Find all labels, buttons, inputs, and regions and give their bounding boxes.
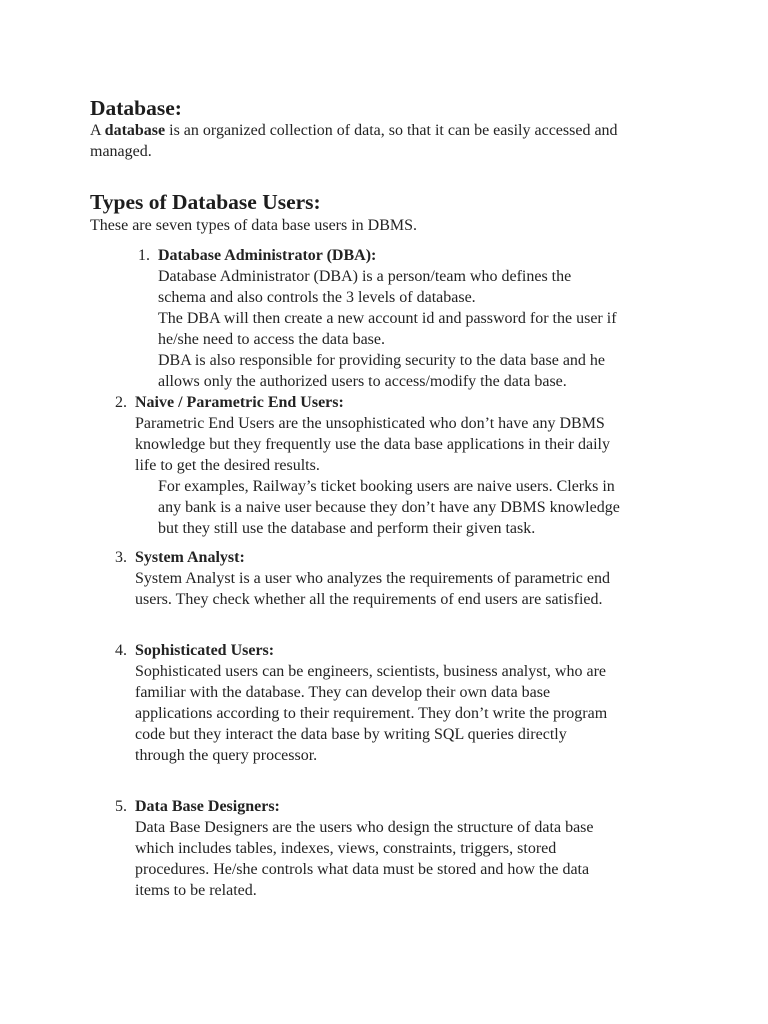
item-4-title: Sophisticated Users: (135, 642, 275, 659)
item-2-line: Parametric End Users are the unsophisticated who don’t have any DBMS (135, 415, 605, 432)
item-3-number: 3. (115, 549, 127, 566)
intro-pre: A (90, 122, 105, 139)
item-3-line: users. They check whether all the requirements of end users are satisfied. (135, 591, 603, 608)
item-5-number: 5. (115, 798, 127, 815)
item-2-line: knowledge but they frequently use the data base applications in their daily (135, 436, 610, 453)
heading-types: Types of Database Users: (90, 190, 321, 214)
item-2-number: 2. (115, 394, 127, 411)
item-2-sub-line: but they still use the database and perform their given task. (158, 520, 536, 537)
item-1-number: 1. (138, 247, 150, 264)
item-4-line: code but they interact the data base by writing SQL queries directly (135, 726, 567, 743)
item-2-sub-line: any bank is a naive user because they don’t have any DBMS knowledge (158, 499, 620, 516)
item-5-line: items to be related. (135, 882, 257, 899)
intro-bold-term: database (104, 122, 166, 139)
item-2-sub-line: For examples, Railway’s ticket booking users are naive users. Clerks in (158, 478, 615, 495)
item-4-number: 4. (115, 642, 127, 659)
intro-line-1 (90, 120, 618, 141)
item-1-line: allows only the authorized users to access/modify the data base. (158, 373, 567, 390)
item-5-title: Data Base Designers: (135, 798, 280, 815)
heading-database: Database: (90, 96, 182, 120)
types-intro: These are seven types of data base users in DBMS. (90, 217, 418, 234)
intro-post: is an organized collection of data, so that it can be easily accessed and (165, 122, 618, 139)
item-4-line: through the query processor. (135, 747, 318, 764)
item-5-line: procedures. He/she controls what data must be stored and how the data (135, 861, 590, 878)
item-1-line: schema and also controls the 3 levels of database. (158, 289, 476, 306)
item-1-line: he/she need to access the data base. (158, 331, 386, 348)
item-2-line: life to get the desired results. (135, 457, 320, 474)
intro-line-2: managed. (90, 143, 152, 160)
item-1-line: DBA is also responsible for providing security to the data base and he (158, 352, 606, 369)
item-4-line: applications according to their requirement. They don’t write the program (135, 705, 608, 722)
item-3-title: System Analyst: (135, 549, 245, 566)
item-4-line: Sophisticated users can be engineers, scientists, business analyst, who are (135, 663, 606, 680)
item-5-line: Data Base Designers are the users who design the structure of data base (135, 819, 594, 836)
item-2-title: Naive / Parametric End Users: (135, 394, 344, 411)
item-1-line: Database Administrator (DBA) is a person/team who defines the (158, 268, 572, 285)
item-5-line: which includes tables, indexes, views, constraints, triggers, stored (135, 840, 557, 857)
item-1-line: The DBA will then create a new account id and password for the user if (158, 310, 617, 327)
item-4-line: familiar with the database. They can develop their own data base (135, 684, 551, 701)
item-1-title: Database Administrator (DBA): (158, 247, 377, 264)
item-3-line: System Analyst is a user who analyzes the requirements of parametric end (135, 570, 610, 587)
